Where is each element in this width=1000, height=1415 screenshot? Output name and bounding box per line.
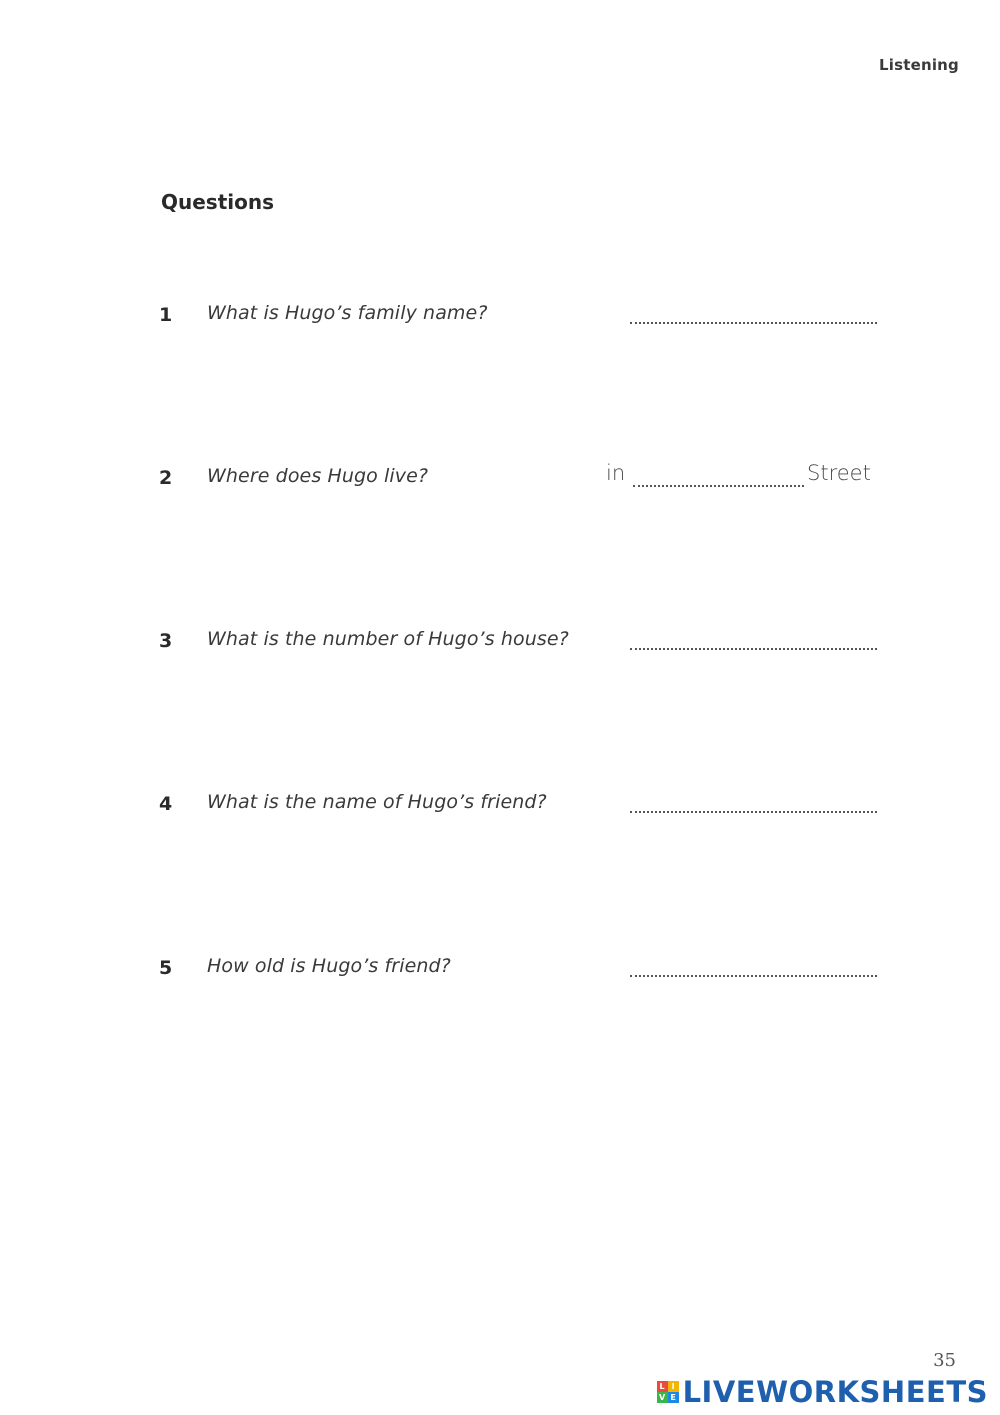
answer-prefix: in bbox=[606, 461, 626, 485]
answer-field-4[interactable] bbox=[630, 787, 877, 813]
question-text: What is Hugo’s family name? bbox=[207, 302, 488, 324]
logo-letter: L bbox=[657, 1381, 668, 1392]
question-number: 1 bbox=[159, 304, 173, 326]
logo-letter: V bbox=[657, 1392, 668, 1403]
question-text: Where does Hugo live? bbox=[207, 465, 429, 487]
brand-name: LIVEWORKSHEETS bbox=[682, 1375, 988, 1409]
page-number: 35 bbox=[933, 1350, 956, 1371]
brand-logo bbox=[657, 1375, 988, 1409]
answer-field-1[interactable] bbox=[630, 298, 877, 324]
question-number: 3 bbox=[159, 630, 173, 652]
answer-field-3[interactable] bbox=[630, 624, 877, 650]
question-5 bbox=[0, 957, 1000, 997]
question-text: What is the number of Hugo’s house? bbox=[207, 628, 569, 650]
logo-letter: E bbox=[668, 1392, 679, 1403]
question-4 bbox=[0, 793, 1000, 833]
question-3 bbox=[0, 630, 1000, 670]
question-number: 4 bbox=[159, 793, 173, 815]
section-label: Listening bbox=[878, 56, 959, 74]
question-number: 2 bbox=[159, 467, 173, 489]
page-heading: Questions bbox=[161, 190, 275, 214]
answer-field-5[interactable] bbox=[630, 951, 877, 977]
question-2 bbox=[0, 461, 1000, 507]
logo-letter: I bbox=[668, 1381, 679, 1392]
liveworksheets-logo-icon bbox=[657, 1381, 679, 1403]
answer-field-2[interactable] bbox=[633, 461, 804, 487]
answer-suffix: Street bbox=[807, 461, 871, 485]
question-text: What is the name of Hugo’s friend? bbox=[207, 791, 547, 813]
question-1 bbox=[0, 304, 1000, 344]
question-number: 5 bbox=[159, 957, 173, 979]
question-text: How old is Hugo’s friend? bbox=[207, 955, 451, 977]
